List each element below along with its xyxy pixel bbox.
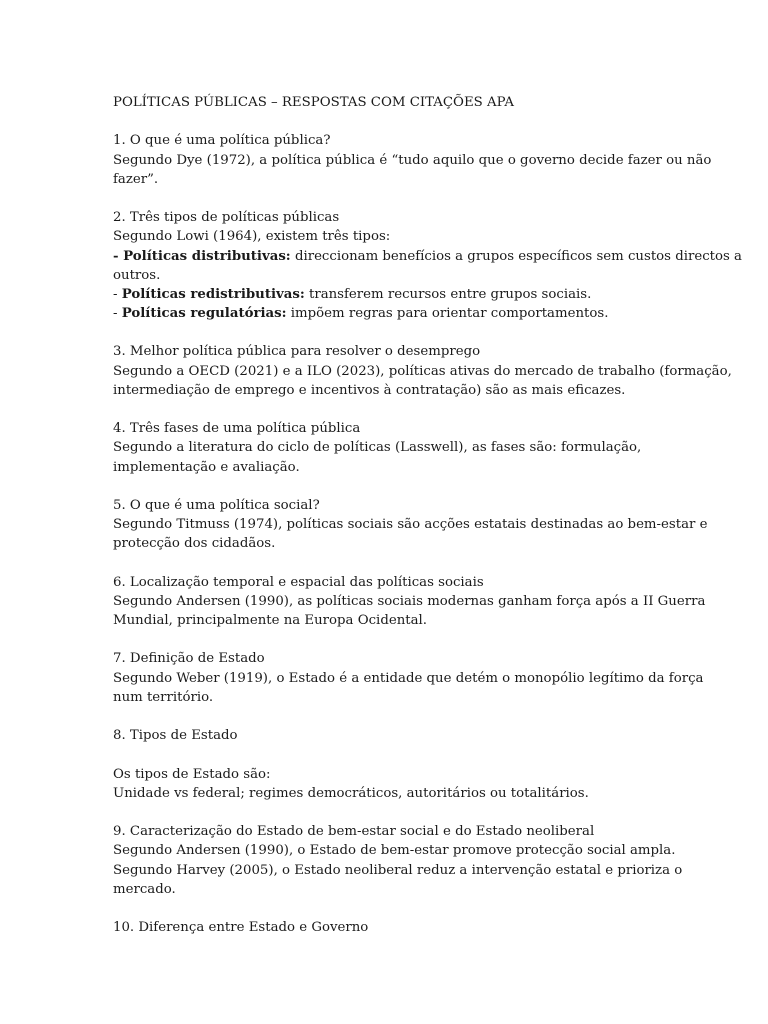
q2-item2-text: transferem recursos entre grupos sociais. [304,286,592,302]
q6-answer-line-2: Mundial, principalmente na Europa Ocidental. [113,613,428,629]
q2-item1-text: direccionam benefícios a grupos específicos sem custos directos a [290,248,742,264]
q5-heading: 5. O que é uma política social? [113,497,320,513]
q4-heading: 4. Três fases de uma política pública [113,421,361,437]
q2-item2-prefix: - [113,286,122,302]
q7-answer-line-1: Segundo Weber (1919), o Estado é a entidade que detém o monopólio legítimo da força [113,670,704,686]
q9-heading: 9. Caracterização do Estado de bem-estar social e do Estado neoliberal [113,824,595,840]
q2-heading: 2. Três tipos de políticas públicas [113,210,340,226]
q9-answer-line-2: Segundo Harvey (2005), o Estado neoliberal reduz a intervenção estatal e prioriza o [113,862,683,878]
q6-answer-line-1: Segundo Andersen (1990), as políticas sociais modernas ganham força após a II Guerra [113,593,706,609]
q2-intro: Segundo Lowi (1964), existem três tipos: [113,229,391,245]
q2-item3-text: impõem regras para orientar comportamentos. [286,306,609,322]
q2-item2-label: Políticas redistributivas: [121,286,305,302]
q9-answer-line-1: Segundo Andersen (1990), o Estado de bem-estar promove protecção social ampla. [113,843,676,859]
q2-item1-continuation: outros. [113,267,161,283]
q1-heading: 1. O que é uma política pública? [113,133,331,149]
q3-answer-line-1: Segundo a OECD (2021) e a ILO (2023), políticas ativas do mercado de trabalho (formação, [113,363,732,379]
q8-heading: 8. Tipos de Estado [113,728,238,744]
q8-answer-line-1: Os tipos de Estado são: [113,766,271,782]
q7-heading: 7. Definição de Estado [113,651,265,667]
q9-answer-line-3: mercado. [113,881,176,897]
q6-heading: 6. Localização temporal e espacial das políticas sociais [113,574,484,590]
q2-item-redistributivas [113,285,673,304]
q1-answer-line-1: Segundo Dye (1972), a política pública é “tudo aquilo que o governo decide fazer ou não [113,152,712,168]
q3-heading: 3. Melhor política pública para resolver o desemprego [113,344,481,360]
q2-item3-label: Políticas regulatórias: [121,306,287,322]
q5-answer-line-1: Segundo Titmuss (1974), políticas sociais são acções estatais destinadas ao bem-estar e [113,517,708,533]
q2-item1-label: - Políticas distributivas: [113,248,291,264]
q2-item3-prefix: - [113,306,122,322]
document-title: POLÍTICAS PÚBLICAS – RESPOSTAS COM CITAÇÕES APA [113,95,514,110]
q4-answer-line-1: Segundo a literatura do ciclo de políticas (Lasswell), as fases são: formulação, [113,440,642,456]
q8-answer-line-2: Unidade vs federal; regimes democráticos, autoritários ou totalitários. [113,785,589,801]
document-page [113,93,742,937]
q2-item-regulatorias [113,304,673,323]
q3-answer-line-2: intermediação de emprego e incentivos à contratação) são as mais eficazes. [113,382,626,398]
q2-item-distributivas [113,247,742,266]
q1-answer-line-2: fazer”. [113,171,159,187]
q4-answer-line-2: implementação e avaliação. [113,459,300,475]
q5-answer-line-2: protecção dos cidadãos. [113,536,276,552]
q7-answer-line-2: num território. [113,689,214,705]
q10-heading: 10. Diferença entre Estado e Governo [113,920,369,936]
